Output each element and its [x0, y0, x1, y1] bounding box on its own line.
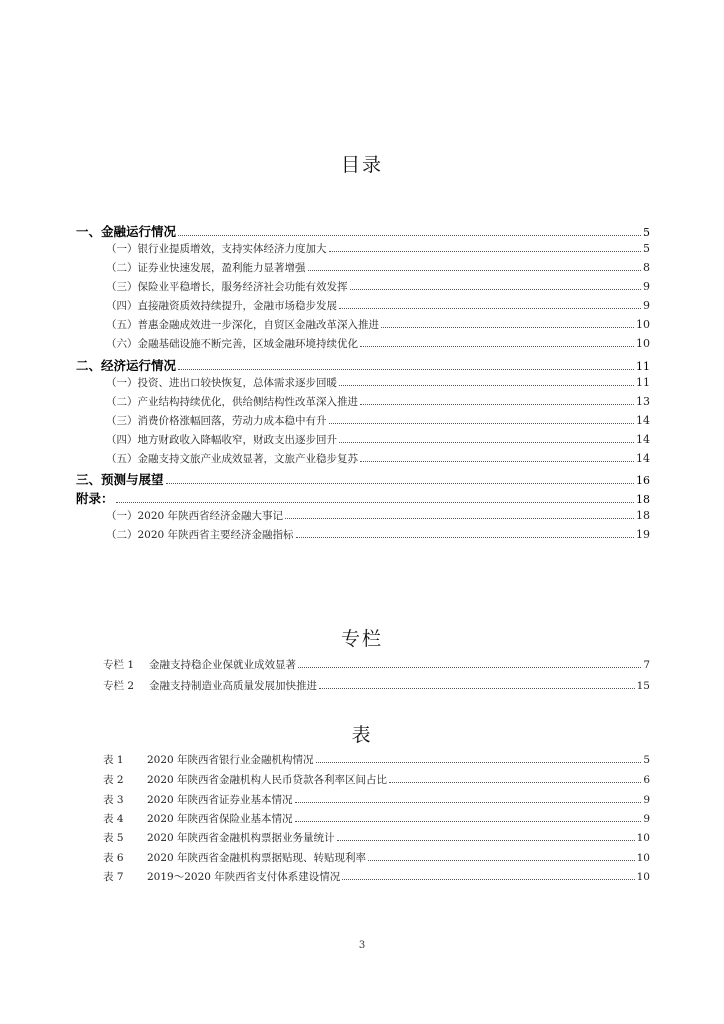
dot-leader [337, 839, 635, 841]
dot-leader [350, 288, 642, 290]
columns-title: 专栏 [340, 628, 383, 650]
toc-entry-text: （四）地方财政收入降幅收窄，财政支出逐步回升 [106, 434, 337, 446]
toc-entry-text: （五）普惠金融成效进一步深化，自贸区金融改革深入推进 [106, 319, 379, 331]
dot-leader [342, 878, 634, 880]
dot-leader [308, 269, 642, 271]
toc-page-number: 13 [636, 395, 650, 408]
toc-section-entry[interactable] [76, 470, 650, 488]
table-label: 表 6 [103, 852, 124, 864]
toc-page-number: 19 [636, 528, 650, 541]
table-title: 2020 年陕西省银行业金融机构情况 [147, 754, 314, 766]
dot-leader [166, 482, 634, 484]
toc-page-number: 9 [643, 280, 650, 293]
dot-leader [178, 368, 634, 370]
toc-page-number: 14 [636, 433, 650, 446]
column-entry[interactable] [103, 657, 650, 672]
table-entry[interactable] [103, 850, 650, 865]
table-page-number: 5 [643, 754, 650, 766]
table-page-number: 9 [643, 813, 650, 825]
table-page-number: 6 [643, 774, 650, 786]
tables-title: 表 [351, 724, 373, 746]
dot-leader [339, 307, 641, 309]
column-title: 金融支持制造业高质量发展加快推进 [149, 680, 317, 692]
column-title: 金融支持稳企业保就业成效显著 [149, 659, 296, 671]
toc-subsection-entry[interactable] [106, 279, 650, 294]
table-title: 2020 年陕西省金融机构票据贴现、转贴现利率 [147, 852, 367, 864]
table-label: 表 3 [103, 794, 124, 806]
toc-page-number: 5 [643, 242, 650, 255]
toc-subsection-entry[interactable] [106, 527, 650, 542]
toc-page-number: 18 [636, 509, 650, 522]
toc-entry-text: （三）保险业平稳增长，服务经济社会功能有效发挥 [106, 281, 348, 293]
column-label: 专栏 1 [103, 659, 135, 671]
dot-leader [339, 384, 634, 386]
dot-leader [285, 517, 634, 519]
table-entry[interactable] [103, 792, 650, 807]
table-title: 2020 年陕西省保险业基本情况 [147, 813, 293, 825]
table-title: 2020 年陕西省金融机构人民币贷款各利率区间占比 [147, 774, 388, 786]
dot-leader [381, 326, 634, 328]
table-label: 表 2 [103, 774, 124, 786]
table-title: 2019～2020 年陕西省支付体系建设情况 [147, 871, 341, 883]
toc-section-entry[interactable] [76, 222, 650, 240]
dot-leader [296, 536, 634, 538]
dot-leader [329, 250, 642, 252]
dot-leader [339, 441, 634, 443]
table-label: 表 7 [103, 871, 124, 883]
toc-page-number: 10 [636, 318, 650, 331]
dot-leader [116, 501, 634, 503]
table-label: 表 1 [103, 754, 124, 766]
toc-entry-text: （二）产业结构持续优化，供给侧结构性改革深入推进 [106, 396, 358, 408]
toc-entry-text: 三、预测与展望 [76, 472, 164, 487]
toc-subsection-entry[interactable] [106, 336, 650, 351]
toc-section-entry[interactable] [76, 489, 650, 507]
toc-entry-text: （一）投资、进出口较快恢复，总体需求逐步回暖 [106, 377, 337, 389]
table-label: 表 5 [103, 832, 124, 844]
table-entry[interactable] [103, 869, 650, 884]
table-page-number: 10 [636, 852, 650, 864]
toc-page-number: 16 [636, 474, 650, 487]
table-label: 表 4 [103, 813, 124, 825]
toc-subsection-entry[interactable] [106, 241, 650, 256]
column-page-number: 15 [636, 680, 650, 692]
table-title: 2020 年陕西省证券业基本情况 [147, 794, 293, 806]
toc-page-number: 14 [636, 452, 650, 465]
table-entry[interactable] [103, 752, 650, 767]
toc-entry-text: （一）2020 年陕西省经济金融大事记 [106, 510, 284, 522]
toc-page-number: 8 [643, 261, 650, 274]
page-number: 3 [358, 940, 366, 951]
toc-entry-text: （二）证券业快速发展，盈利能力显著增强 [106, 262, 306, 274]
toc-subsection-entry[interactable] [106, 317, 650, 332]
table-page-number: 10 [636, 832, 650, 844]
dot-leader [360, 460, 634, 462]
toc-subsection-entry[interactable] [106, 260, 650, 275]
toc-subsection-entry[interactable] [106, 298, 650, 313]
dot-leader [319, 687, 635, 689]
dot-leader [389, 781, 641, 783]
toc-entry-text: （六）金融基础设施不断完善，区域金融环境持续优化 [106, 338, 358, 350]
table-page-number: 9 [643, 794, 650, 806]
toc-page-number: 11 [636, 360, 650, 373]
table-entry[interactable] [103, 830, 650, 845]
toc-entry-text: 二、经济运行情况 [76, 358, 177, 373]
toc-subsection-entry[interactable] [106, 375, 650, 390]
toc-entry-text: （一）银行业提质增效，支持实体经济力度加大 [106, 243, 327, 255]
toc-page-number: 18 [636, 493, 650, 506]
dot-leader [295, 801, 642, 803]
dot-leader [316, 761, 642, 763]
toc-page-number: 10 [636, 337, 650, 350]
toc-title: 目录 [340, 154, 383, 176]
toc-page-number: 9 [643, 299, 650, 312]
toc-subsection-entry[interactable] [106, 394, 650, 409]
toc-subsection-entry[interactable] [106, 451, 650, 466]
toc-entry-text: （三）消费价格涨幅回落，劳动力成本稳中有升 [106, 415, 327, 427]
toc-section-entry[interactable] [76, 356, 650, 374]
table-entry[interactable] [103, 811, 650, 826]
toc-subsection-entry[interactable] [106, 508, 650, 523]
toc-subsection-entry[interactable] [106, 432, 650, 447]
table-entry[interactable] [103, 772, 650, 787]
dot-leader [368, 859, 635, 861]
column-entry[interactable] [103, 678, 650, 693]
column-page-number: 7 [643, 659, 650, 671]
table-title: 2020 年陕西省金融机构票据业务量统计 [147, 832, 335, 844]
dot-leader [295, 820, 642, 822]
toc-page-number: 5 [643, 226, 650, 239]
toc-subsection-entry[interactable] [106, 413, 650, 428]
dot-leader [298, 666, 641, 668]
toc-entry-text: （四）直接融资质效持续提升，金融市场稳步发展 [106, 300, 337, 312]
toc-page-number: 14 [636, 414, 650, 427]
table-page-number: 10 [636, 871, 650, 883]
dot-leader [178, 234, 641, 236]
toc-entry-text: （二）2020 年陕西省主要经济金融指标 [106, 529, 294, 541]
dot-leader [329, 422, 635, 424]
toc-entry-text: （五）金融支持文旅产业成效显著，文旅产业稳步复苏 [106, 453, 358, 465]
column-label: 专栏 2 [103, 680, 135, 692]
dot-leader [360, 345, 634, 347]
toc-page-number: 11 [636, 376, 650, 389]
toc-entry-text: 附录： [76, 491, 114, 506]
dot-leader [360, 403, 634, 405]
toc-entry-text: 一、金融运行情况 [76, 224, 177, 239]
